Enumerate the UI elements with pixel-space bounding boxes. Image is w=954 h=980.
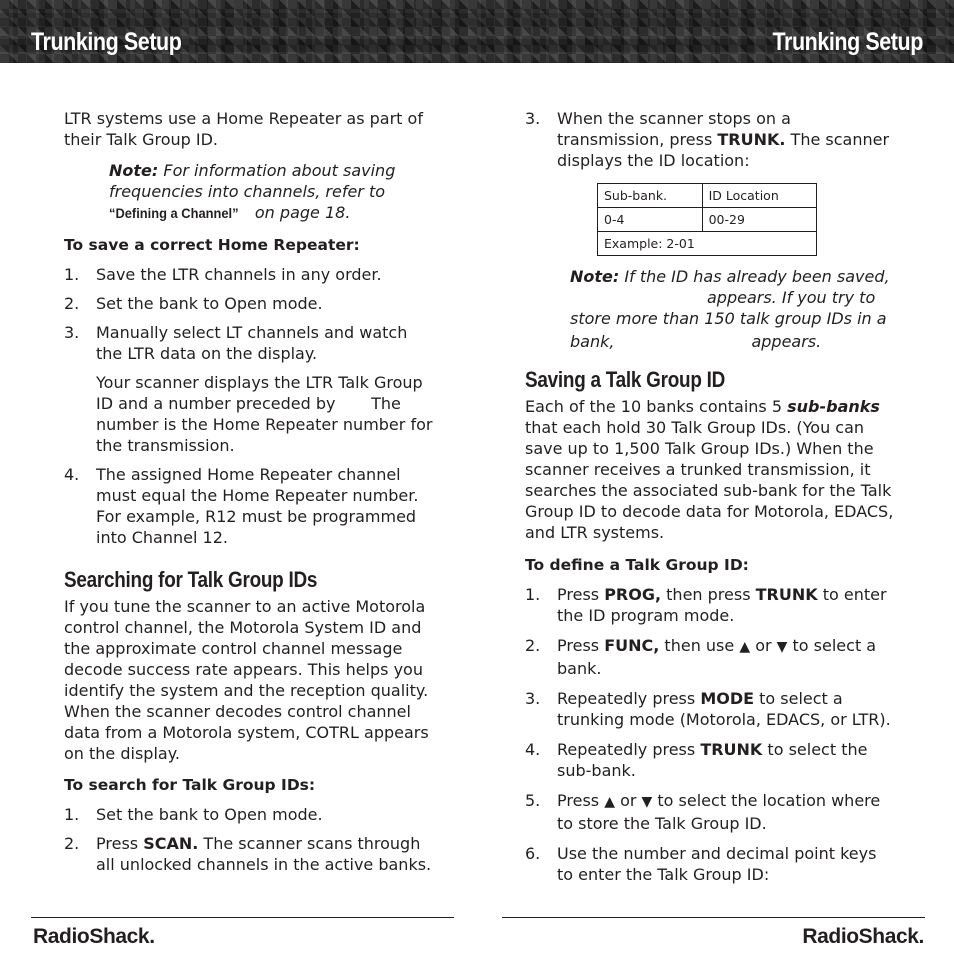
step-number: 2. — [525, 636, 541, 655]
searching-section-title: Searching for Talk Group IDs — [64, 567, 318, 592]
step-number: 5. — [525, 791, 541, 810]
define-talk-group-heading: To define a Talk Group ID: — [525, 556, 749, 574]
step-text: The assigned Home Repeater channel must equal the Home Repeater number. For example, R12 must be programmed into Channel 12. — [96, 465, 419, 547]
table-row — [598, 208, 817, 232]
table-row — [598, 184, 817, 208]
table-header-cell: Sub-bank. — [598, 184, 703, 208]
step-number: 3. — [525, 109, 541, 128]
step-number: 4. — [64, 465, 80, 484]
step-text: to select the location where to store the Talk Group ID. — [557, 791, 881, 833]
step-text: to select a bank. — [557, 636, 877, 678]
prog-key: PROG, — [604, 585, 662, 604]
list-item — [525, 843, 897, 885]
step-text: Repeatedly press — [557, 740, 701, 759]
up-arrow-icon: ▲ — [604, 794, 615, 810]
trunk-key: TRUNK — [700, 740, 763, 759]
id-location-table — [597, 183, 817, 256]
table-row — [598, 232, 817, 256]
down-arrow-icon: ▼ — [776, 639, 788, 655]
footer-divider-right — [502, 917, 925, 918]
step-text-pre: Press — [96, 834, 144, 853]
step-text: to enter the ID program mode. — [557, 585, 887, 625]
step3-explanation: Your scanner displays the LTR Talk Group ID and a number preceded by The number is the Home Repeater number for the transmission. — [96, 373, 438, 455]
list-item — [64, 293, 436, 314]
step-number: 2. — [64, 294, 80, 313]
list-item — [64, 833, 436, 875]
func-key: FUNC, — [604, 636, 660, 655]
step-text: to select a trunking mode (Motorola, EDACS, or LTR). — [557, 689, 891, 729]
right-column — [525, 108, 897, 885]
list-item — [525, 108, 897, 171]
list-item — [64, 264, 436, 285]
note-text: For information about saving frequencies into channels, refer to — [109, 161, 396, 201]
note-id-saved — [570, 266, 897, 352]
note-line1: If the ID has already been saved, — [624, 267, 890, 286]
footer-divider-left — [31, 917, 454, 918]
step-number: 3. — [64, 323, 80, 342]
list-item — [525, 584, 897, 626]
down-arrow-icon: ▼ — [641, 794, 653, 810]
note-line2: appears. If you try to store more than 150 talk group IDs in a — [570, 288, 887, 328]
step-text-pre: When the scanner stops on a transmission, press — [557, 109, 791, 149]
header-banner — [0, 0, 954, 63]
left-column — [64, 108, 436, 875]
note-bank: bank, — [570, 332, 615, 351]
saving-paragraph — [525, 396, 897, 543]
step-text: or — [750, 636, 777, 655]
step-text: Set the bank to Open mode. — [96, 294, 323, 313]
step-text: Press — [557, 585, 605, 604]
mode-key: MODE — [700, 689, 755, 708]
step-text-post: The scanner scans through all unlocked channels in the active banks. — [96, 834, 432, 874]
saving-text-pre: Each of the 10 banks contains 5 — [525, 397, 788, 416]
search-talk-group-heading: To search for Talk Group IDs: — [64, 776, 316, 794]
up-arrow-icon: ▲ — [739, 639, 751, 655]
note-label: Note: — [109, 161, 159, 180]
step-number: 3. — [525, 689, 541, 708]
step-text: to select the sub-bank. — [557, 740, 868, 780]
table-cell: 0-4 — [598, 208, 703, 232]
trunk-key: TRUNK — [755, 585, 818, 604]
saving-section-title: Saving a Talk Group ID — [525, 367, 726, 392]
note-page: on page 18. — [254, 203, 351, 222]
list-item — [64, 804, 436, 825]
note-label: Note: — [570, 267, 620, 286]
save-home-repeater-heading: To save a correct Home Repeater: — [64, 236, 360, 254]
saving-text-post: that each hold 30 Talk Group IDs. (You can save up to 1,500 Talk Group IDs.) When the scanner receives a trunked transmission, it searches the associated sub-bank for the Talk Group ID to decode data for Motorola, EDACS, and LTR systems. — [525, 418, 894, 542]
list-item — [525, 688, 897, 730]
step-text-post: The scanner displays the ID location: — [557, 130, 890, 170]
step-text: Set the bank to Open mode. — [96, 805, 323, 824]
step-text: Use the number and decimal point keys to enter the Talk Group ID: — [557, 844, 877, 884]
trunk-key: TRUNK. — [717, 130, 786, 149]
step-number: 2. — [64, 834, 80, 853]
step-text: then press — [661, 585, 756, 604]
table-example-cell: Example: 2-01 — [598, 232, 817, 256]
searching-paragraph: If you tune the scanner to an active Motorola control channel, the Motorola System ID and the approximate control channel message decode success rate appears. This helps you identify the system and the reception quality. When the scanner decodes control channel data from a Motorola system, COTRL appears on the display. — [64, 597, 429, 763]
page-title-left: Trunking Setup — [31, 28, 182, 56]
step-number: 4. — [525, 740, 541, 759]
step-text: then use — [659, 636, 740, 655]
list-item — [64, 464, 436, 548]
step-text: or — [614, 791, 642, 810]
list-item — [525, 790, 897, 834]
note-saving-frequencies — [109, 160, 436, 224]
note-bank-line — [570, 331, 897, 352]
intro-paragraph: LTR systems use a Home Repeater as part of their Talk Group ID. — [64, 109, 423, 149]
step-text: Repeatedly press — [557, 689, 701, 708]
note-appears: appears. — [751, 332, 822, 351]
step-text: Press — [557, 791, 605, 810]
table-cell: 00-29 — [702, 208, 816, 232]
step-number: 6. — [525, 844, 541, 863]
step-number: 1. — [525, 585, 541, 604]
scan-key: SCAN. — [143, 834, 199, 853]
table-header-cell: ID Location — [702, 184, 816, 208]
step-text: Save the LTR channels in any order. — [96, 265, 382, 284]
list-item — [64, 322, 436, 364]
step-text: Manually select LT channels and watch the LTR data on the display. — [96, 323, 408, 363]
radioshack-logo-right: RadioShack. — [802, 925, 924, 948]
sub-banks-term: sub-banks — [787, 397, 880, 416]
step-number: 1. — [64, 805, 80, 824]
defining-channel-link[interactable]: “Defining a Channel” — [109, 205, 239, 221]
radioshack-logo-left: RadioShack. — [33, 925, 155, 948]
step-number: 1. — [64, 265, 80, 284]
step-text: Press — [557, 636, 605, 655]
list-item — [525, 739, 897, 781]
list-item — [525, 635, 897, 679]
page-title-right: Trunking Setup — [772, 28, 923, 56]
